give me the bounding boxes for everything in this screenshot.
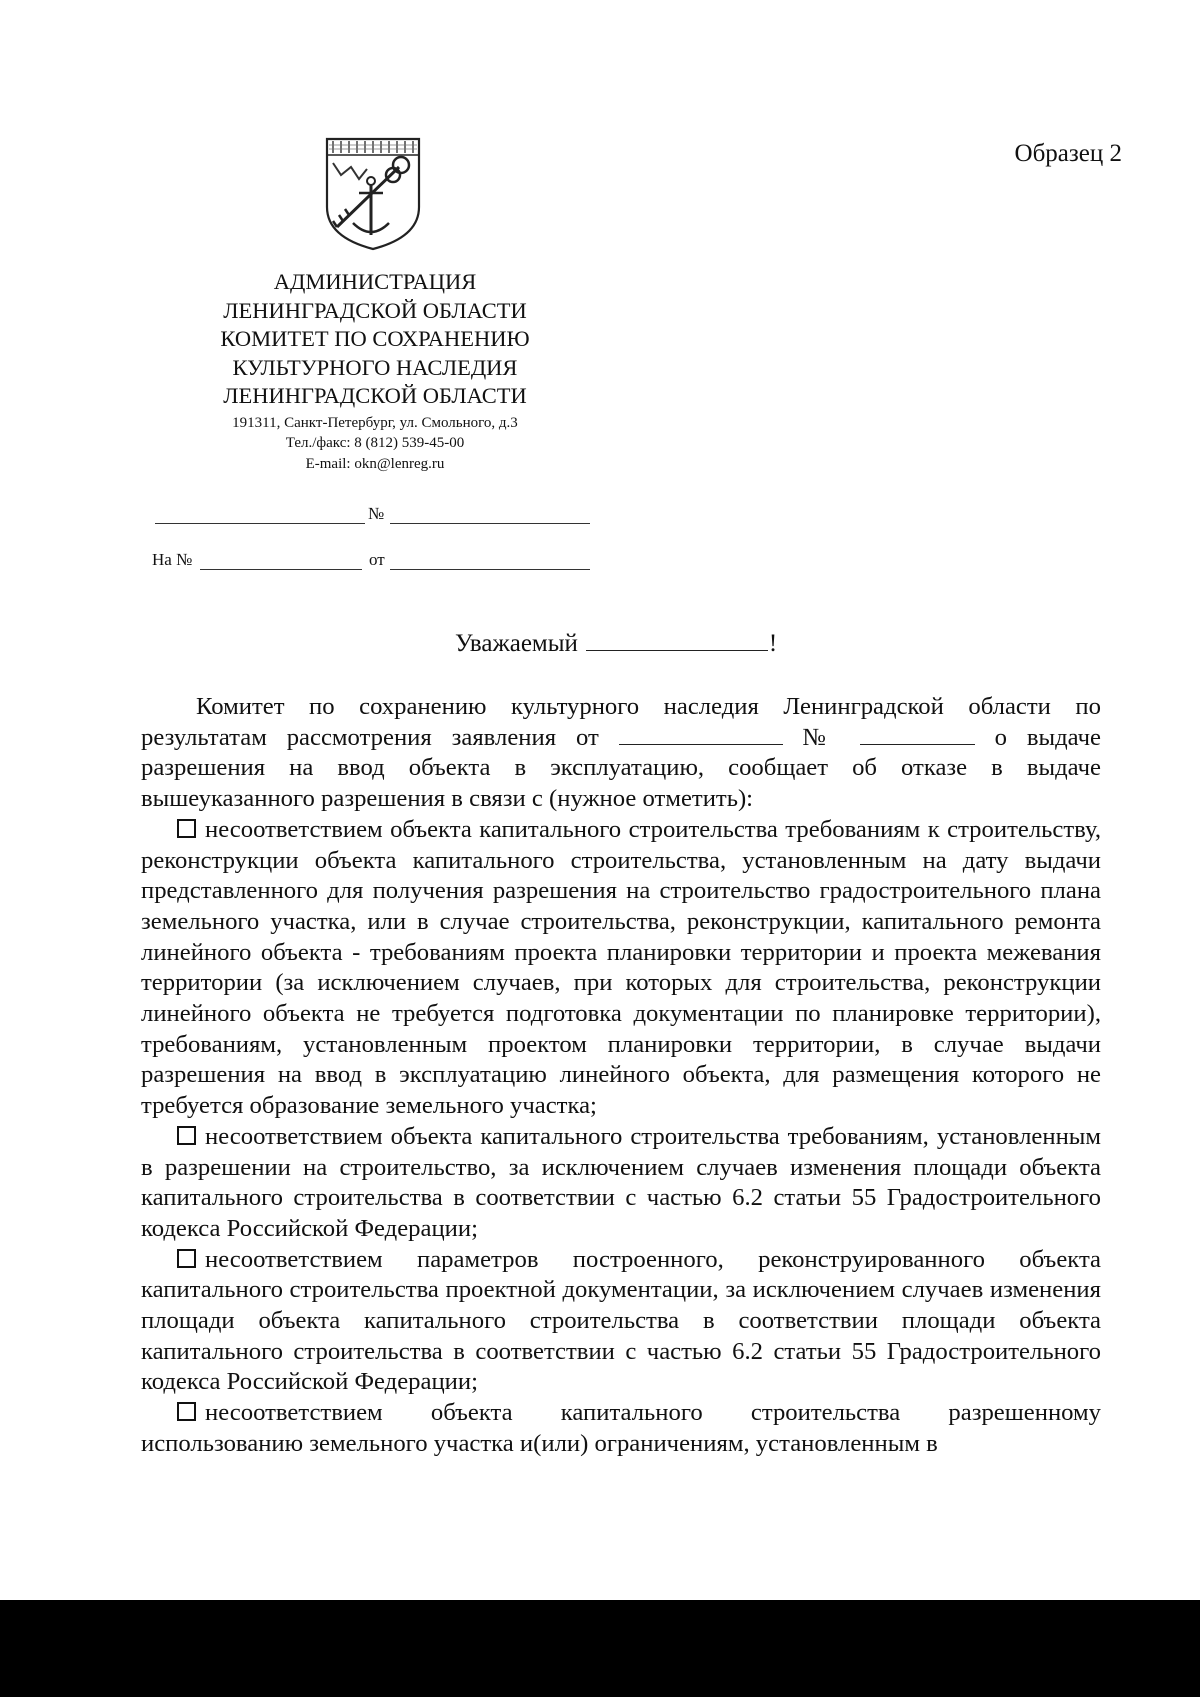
reply-registration-line: [150, 546, 600, 572]
refusal-reason-item: [141, 1122, 1101, 1245]
intro-text-continued: о выдаче разрешения на ввод объекта в эксплуатацию, сообщает об отказе в выдаче вышеуказанного разрешения в связи с (нужное отметить):: [141, 723, 1101, 813]
intro-text: Комитет по сохранению культурного наследия Ленинградской области по результатам рассмотрения заявления от: [141, 693, 1101, 751]
org-name-line: ЛЕНИНГРАДСКОЙ ОБЛАСТИ: [223, 297, 527, 323]
reason-text: несоответствием объекта капитального строительства требованиям, установленным в разрешении на строительство, за исключением случаев изменения площади объекта капитального строительства в соответствии с частью 6.2 статьи 55 Градостроительного кодекса Российской Федерации;: [141, 1122, 1101, 1242]
outgoing-registration-line: [150, 500, 600, 526]
from-date-label: от: [369, 550, 385, 569]
reply-number-blank: [200, 568, 362, 570]
reply-to-number-label: На №: [152, 550, 193, 569]
sample-label: Образец 2: [1014, 140, 1122, 167]
reason-checkbox[interactable]: [177, 1126, 196, 1145]
salutation-prefix: Уважаемый: [455, 630, 578, 657]
reply-date-blank: [390, 568, 590, 570]
reason-text: несоответствием параметров построенного, реконструированного объекта капитального строительства проектной документации, за исключением случаев изменения площади объекта капитального строительства в соответствии площади объекта капитального строительства в соответствии с частью 6.2 статьи 55 Градостроительного кодекса Российской Федерации;: [141, 1245, 1101, 1396]
org-name-line: ЛЕНИНГРАДСКОЙ ОБЛАСТИ: [223, 383, 527, 409]
salutation-suffix: !: [768, 630, 778, 657]
reason-text: несоответствием объекта капитального строительства требованиям к строительству, реконструкции объекта капитального строительства, установленным на дату выдачи представленного для получения разрешения на строительство градостроительного плана земельного участка, или в случае строительства, реконструкции, капитального ремонта линейного объекта - требованиям проекта планировки территории и проекта межевания территории (за исключением случаев, при которых для строительства, реконструкции линейного объекта не требуется подготовка документации по планировке территории), требованиям, установленным проектом планировки территории, в случае выдачи разрешения на ввод в эксплуатацию линейного объекта, для размещения которого не требуется образование земельного участка;: [141, 815, 1101, 1120]
phone-fax: Тел./факс: 8 (812) 539-45-00: [285, 435, 465, 452]
reason-text: несоответствием объекта капитального строительства разрешенному использованию земельного участка и(или) ограничениям, установленным в: [141, 1399, 1101, 1457]
sender-header: [190, 268, 560, 474]
refusal-reason-item: [141, 1245, 1101, 1399]
outgoing-number-blank: [390, 522, 590, 524]
org-name-line: АДМИНИСТРАЦИЯ: [273, 269, 477, 294]
intro-paragraph: [141, 692, 1101, 815]
addressee-name-blank: [586, 632, 768, 651]
outgoing-date-blank: [155, 522, 365, 524]
reason-checkbox[interactable]: [177, 1402, 196, 1421]
refusal-reason-item: [141, 815, 1101, 1122]
application-date-blank: [619, 724, 783, 745]
reason-checkbox[interactable]: [177, 1249, 196, 1268]
scan-bottom-border: [0, 1600, 1200, 1697]
reason-checkbox[interactable]: [177, 819, 196, 838]
org-name-line: КУЛЬТУРНОГО НАСЛЕДИЯ: [232, 354, 518, 380]
address: 191311, Санкт-Петербург, ул. Смольного, д.3: [232, 414, 518, 431]
refusal-reason-item: [141, 1398, 1101, 1459]
salutation: [455, 630, 777, 658]
intro-number-sign: №: [802, 723, 840, 751]
coat-of-arms-emblem: [323, 135, 423, 255]
number-sign: №: [368, 504, 385, 523]
application-number-blank: [860, 724, 975, 745]
org-name-line: КОМИТЕТ ПО СОХРАНЕНИЮ: [220, 326, 530, 352]
email: E-mail: okn@lenreg.ru: [305, 455, 445, 472]
letter-body: [141, 692, 1101, 1460]
